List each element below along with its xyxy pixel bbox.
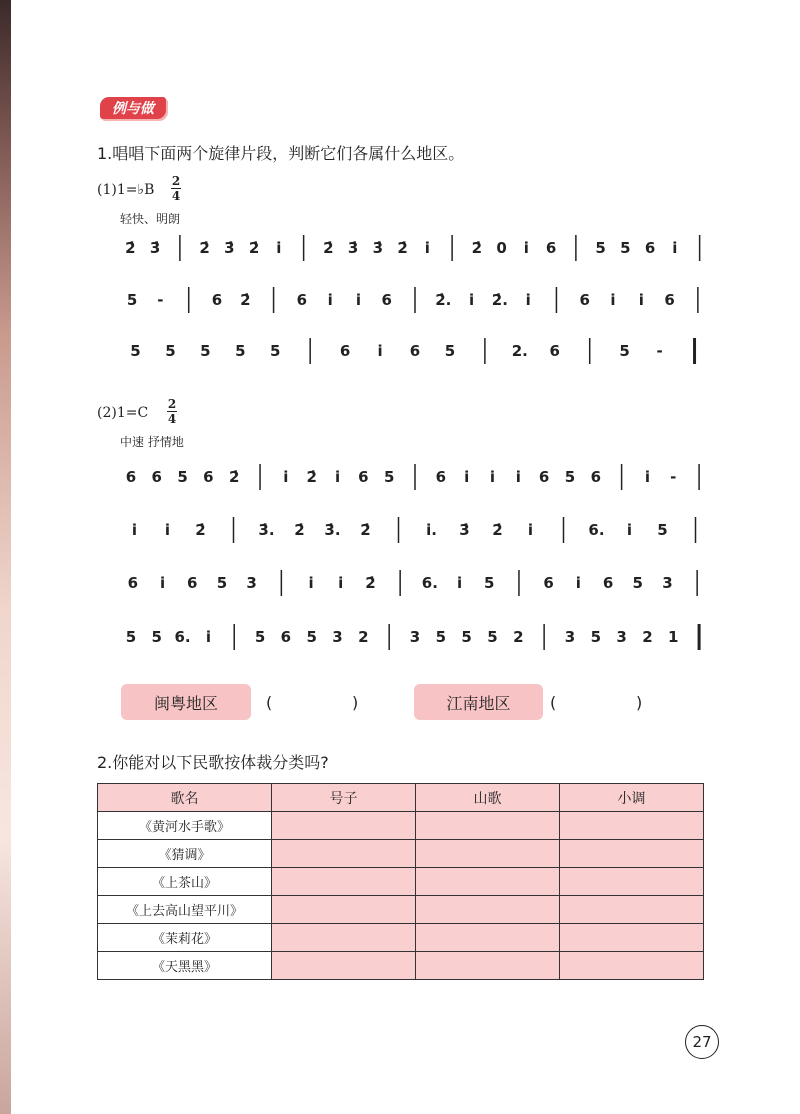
note: 2̇	[228, 468, 240, 486]
note: 2̇	[125, 239, 136, 257]
note: i	[159, 574, 166, 592]
classification-table	[97, 783, 704, 980]
note: 6	[549, 342, 560, 360]
note: 6	[127, 574, 139, 592]
song-name: 《茉莉花》	[98, 924, 272, 952]
song-name: 《上茶山》	[98, 868, 272, 896]
note: i	[355, 291, 362, 309]
note: 3	[564, 628, 576, 646]
note: 5	[487, 628, 498, 646]
note: 5	[620, 239, 631, 257]
note: 6	[545, 239, 557, 257]
answer-cell[interactable]	[416, 840, 560, 868]
option-jiangnan[interactable]: 江南地区	[414, 684, 543, 720]
answer-cell[interactable]	[560, 812, 704, 840]
note: 5	[595, 239, 606, 257]
melody-1-header	[97, 174, 181, 203]
note: -	[670, 468, 677, 486]
note: 5	[306, 628, 317, 646]
answer-cell[interactable]	[272, 868, 416, 896]
note: i	[334, 468, 341, 486]
note: 5	[125, 628, 137, 646]
note: 3̇	[347, 239, 359, 257]
question-2: 2.你能对以下民歌按体裁分类吗?	[97, 753, 329, 772]
notation-svg	[118, 466, 712, 490]
table-row	[98, 868, 704, 896]
col-header-shange: 山歌	[416, 784, 560, 812]
note: 5	[461, 628, 472, 646]
note: -	[656, 342, 663, 360]
note: 0	[496, 239, 507, 257]
note: 5	[619, 342, 630, 360]
note: i	[131, 521, 138, 539]
notation-svg	[118, 289, 712, 313]
note: i	[644, 468, 651, 486]
note: 6	[435, 468, 447, 486]
note: 5	[657, 521, 668, 539]
melody-2-header	[97, 397, 177, 426]
note: i.	[426, 521, 437, 539]
note: 6	[590, 468, 602, 486]
note: i	[468, 291, 475, 309]
notation-row	[118, 289, 712, 313]
note: 6	[203, 468, 214, 486]
note: i	[638, 291, 644, 309]
answer-cell[interactable]	[560, 868, 704, 896]
answer-cell[interactable]	[560, 896, 704, 924]
answer-cell[interactable]	[560, 952, 704, 980]
note: 2̇.	[491, 291, 508, 309]
question-1: 1.唱唱下面两个旋律片段，判断它们各属什么地区。	[97, 144, 465, 163]
note: 3̇.	[258, 521, 275, 539]
note: 2̇	[306, 468, 317, 486]
note: 6.	[421, 574, 438, 592]
note: -	[157, 291, 164, 309]
note: 6	[409, 342, 421, 360]
notation-svg	[118, 340, 712, 364]
note: 6	[187, 574, 198, 592]
answer-paren-open: (	[550, 693, 557, 712]
note: 2̇	[397, 239, 408, 257]
table-row	[98, 812, 704, 840]
page-number: 27	[685, 1025, 719, 1059]
melody-2-meter	[167, 398, 177, 425]
melody-2-tempo: 中速 抒情地	[120, 435, 184, 449]
note: i	[515, 468, 521, 486]
note: i	[464, 468, 470, 486]
answer-cell[interactable]	[272, 840, 416, 868]
note: 2̇	[195, 521, 206, 539]
note: 5	[590, 628, 602, 646]
note: i	[338, 574, 344, 592]
melody-2-key: 1=C	[116, 405, 149, 421]
answer-paren-close: )	[352, 693, 359, 712]
note: i	[205, 628, 211, 646]
melody-1-label: (1)	[97, 182, 117, 198]
note: 5	[235, 342, 246, 360]
note: 6	[296, 291, 308, 309]
note: 5	[435, 628, 447, 646]
note: 3	[332, 628, 343, 646]
answer-cell[interactable]	[272, 924, 416, 952]
meter-bottom: 4	[167, 412, 177, 426]
melody-2-label: (2)	[97, 405, 117, 421]
answer-cell[interactable]	[272, 812, 416, 840]
notation-row	[118, 340, 712, 364]
col-header-song: 歌名	[98, 784, 272, 812]
note: 2̇	[248, 239, 260, 257]
note: 6	[151, 468, 162, 486]
note: 1	[668, 628, 679, 646]
note: i	[525, 291, 531, 309]
note: 6.	[588, 521, 605, 539]
note: 2̇	[360, 521, 371, 539]
note: i	[672, 239, 678, 257]
note: 5	[270, 342, 281, 360]
note: i	[610, 291, 616, 309]
note: 2̇	[365, 574, 376, 592]
notation-row	[118, 466, 712, 490]
note: 3̇.	[324, 521, 341, 539]
note: 3	[662, 574, 673, 592]
note: 6	[602, 574, 614, 592]
meter-bottom: 4	[171, 189, 181, 203]
note: 6.	[174, 628, 191, 646]
notation-svg	[118, 237, 712, 261]
note: 3	[616, 628, 627, 646]
note: i	[489, 468, 496, 486]
note: 3	[409, 628, 421, 646]
note: i	[523, 239, 529, 257]
note: i	[527, 521, 534, 539]
note: 5	[216, 574, 228, 592]
note: 2̇	[199, 239, 210, 257]
note: 2̇	[471, 239, 483, 257]
answer-cell[interactable]	[416, 924, 560, 952]
note: 2̇	[323, 239, 334, 257]
note: 6	[280, 628, 292, 646]
note: 3̇	[224, 239, 235, 257]
answer-cell[interactable]	[560, 924, 704, 952]
table-row	[98, 840, 704, 868]
table-row	[98, 924, 704, 952]
song-name: 《黄河水手歌》	[98, 812, 272, 840]
notation-row	[118, 519, 712, 543]
section-badge: 例与做	[100, 97, 166, 119]
note: 2	[642, 628, 653, 646]
note: 6	[211, 291, 223, 309]
note: 2̇	[492, 521, 503, 539]
answer-cell[interactable]	[416, 896, 560, 924]
song-name: 《猜调》	[98, 840, 272, 868]
table-row	[98, 952, 704, 980]
melody-1-meter	[171, 175, 181, 202]
note: 2.	[511, 342, 528, 360]
note: 5	[126, 291, 138, 309]
note: i	[276, 239, 282, 257]
note: i	[283, 468, 289, 486]
note: i	[164, 521, 171, 539]
answer-cell[interactable]	[416, 868, 560, 896]
notation-svg	[118, 572, 712, 596]
meter-top: 2	[171, 174, 181, 188]
note: 5	[632, 574, 643, 592]
col-header-haozi: 号子	[272, 784, 416, 812]
note: 2̇	[294, 521, 305, 539]
note: 5	[564, 468, 576, 486]
note: 5	[444, 342, 456, 360]
note: 3	[246, 574, 257, 592]
note: 5	[165, 342, 176, 360]
note: 6	[579, 291, 590, 309]
note: i	[456, 574, 463, 592]
answer-paren-close: )	[636, 693, 643, 712]
note: 6	[339, 342, 351, 360]
note: 2	[513, 628, 524, 646]
note: i	[377, 342, 383, 360]
answer-cell[interactable]	[416, 812, 560, 840]
table-row	[98, 896, 704, 924]
note: 6	[358, 468, 369, 486]
note: 2̇.	[435, 291, 452, 309]
notation-row	[118, 237, 712, 261]
note: 6	[543, 574, 554, 592]
note: 2̇	[240, 291, 251, 309]
note: 5	[151, 628, 162, 646]
song-name: 《上去高山望平川》	[98, 896, 272, 924]
col-header-xiaodiao: 小调	[560, 784, 704, 812]
note: 5	[484, 574, 495, 592]
option-minyue[interactable]: 闽粤地区	[121, 684, 251, 720]
note: 3̇	[372, 239, 384, 257]
note: 3̇	[149, 239, 161, 257]
notation-svg	[118, 626, 712, 650]
note: 6	[538, 468, 550, 486]
note: i	[424, 239, 430, 257]
song-name: 《天黑黑》	[98, 952, 272, 980]
note: 5	[177, 468, 188, 486]
note: 5	[383, 468, 395, 486]
notation-row	[118, 626, 712, 650]
note: 5	[130, 342, 141, 360]
note: i	[626, 521, 633, 539]
page-edge-decoration	[0, 0, 11, 1114]
note: 6	[664, 291, 675, 309]
answer-paren-open: (	[266, 693, 273, 712]
melody-1-key: 1=♭B	[116, 182, 155, 198]
note: i	[327, 291, 333, 309]
meter-top: 2	[167, 397, 177, 411]
note: 6	[125, 468, 137, 486]
notation-row	[118, 572, 712, 596]
answer-cell[interactable]	[272, 952, 416, 980]
note: i	[575, 574, 581, 592]
note: 6	[381, 291, 392, 309]
melody-1-tempo: 轻快、明朗	[120, 212, 181, 226]
answer-cell[interactable]	[560, 840, 704, 868]
answer-cell[interactable]	[272, 896, 416, 924]
note: 3̇	[459, 521, 470, 539]
answer-cell[interactable]	[416, 952, 560, 980]
notation-svg	[118, 519, 712, 543]
note: 5	[200, 342, 211, 360]
note: i	[308, 574, 314, 592]
note: 6	[644, 239, 656, 257]
note: 2	[358, 628, 369, 646]
note: 5	[254, 628, 266, 646]
